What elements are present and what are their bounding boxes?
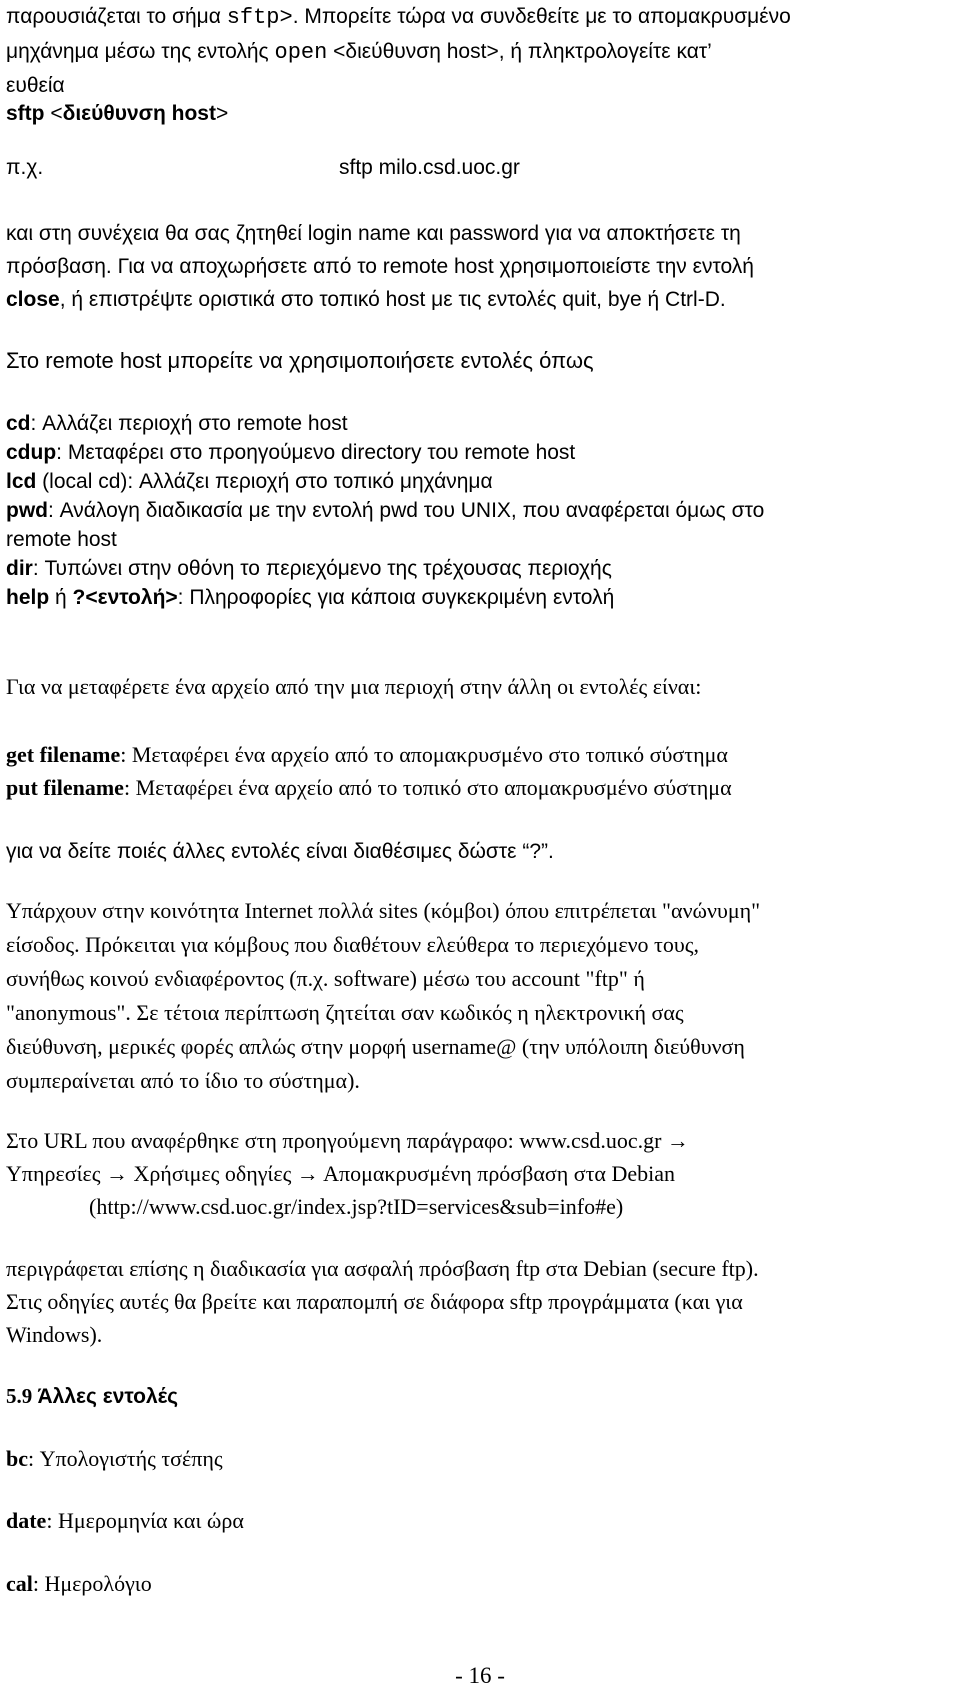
cmd-cal bbox=[6, 1573, 152, 1595]
cmd-dir bbox=[6, 558, 612, 579]
text-bold: cd bbox=[6, 412, 31, 435]
anon-line-5: διεύθυνση, μερικές φορές απλώς στην μορφή username@ (την υπόλοιπη διεύθυνση bbox=[6, 1034, 745, 1059]
text: > bbox=[215, 102, 229, 125]
text: : Ημερολόγιο bbox=[32, 1571, 152, 1596]
anon-line-4: "anonymous". Σε τέτοια περίπτωση ζητείται σαν κωδικός η ηλεκτρονική σας bbox=[6, 1000, 684, 1025]
page-number: - 16 - bbox=[455, 1663, 505, 1688]
para-sftp-line-2 bbox=[6, 41, 712, 64]
text-bold: cal bbox=[6, 1571, 33, 1596]
text: : Πληροφορίες για κάποια συγκεκριμένη εντολή bbox=[177, 586, 615, 609]
cmd-lcd bbox=[6, 471, 493, 492]
text: : Μεταφέρει ένα αρχείο από το τοπικό στο απομακρυσμένο σύστημα bbox=[123, 775, 732, 800]
text-bold: get filename bbox=[6, 742, 121, 767]
secure-line-2: Στις οδηγίες αυτές θα βρείτε και παραπομπή σε διάφορα sftp προγράμματα (και για bbox=[6, 1289, 743, 1314]
cmd-date bbox=[6, 1510, 244, 1532]
section-number: 5.9 bbox=[6, 1384, 38, 1408]
text: : Υπολογιστής τσέπης bbox=[28, 1446, 223, 1471]
url-line-2: Υπηρεσίες → Χρήσιμες οδηγίες → Απομακρυσμένη πρόσβαση στα Debian bbox=[6, 1161, 675, 1186]
example-command: sftp milo.csd.uoc.gr bbox=[339, 156, 520, 179]
text-bold: ?<εντολή> bbox=[72, 586, 178, 609]
text-bold: date bbox=[6, 1508, 47, 1533]
cmd-bc bbox=[6, 1448, 223, 1470]
text: : Τυπώνει στην οθόνη το περιεχόμενο της τρέχουσας περιοχής bbox=[32, 557, 612, 580]
anon-line-1: Υπάρχουν στην κοινότητα Internet πολλά sites (κόμβοι) όπου επιτρέπεται "ανώνυμη" bbox=[6, 898, 761, 923]
text-bold: sftp bbox=[6, 102, 45, 125]
code-sftp-prompt: sftp> bbox=[226, 5, 293, 30]
para-sftp-line-3: ευθεία bbox=[6, 74, 65, 97]
para-sftp-line-1 bbox=[6, 6, 791, 29]
remote-commands-intro: Στο remote host μπορείτε να χρησιμοποιήσετε εντολές όπως bbox=[6, 348, 594, 373]
text: : Μεταφέρει ένα αρχείο από το απομακρυσμένο στο τοπικό σύστημα bbox=[120, 742, 728, 767]
cmd-pwd bbox=[6, 500, 764, 521]
secure-line-3: Windows). bbox=[6, 1322, 103, 1347]
text-bold: close bbox=[6, 288, 60, 311]
url-link: (http://www.csd.uoc.gr/index.jsp?tID=services&sub=info#e) bbox=[89, 1194, 624, 1219]
text-bold: pwd bbox=[6, 499, 48, 522]
para-login-line-2: πρόσβαση. Για να αποχωρήσετε από το remote host χρησιμοποιείστε την εντολή bbox=[6, 255, 754, 278]
cmd-cd bbox=[6, 413, 348, 434]
text: παρουσιάζεται το σήμα bbox=[6, 5, 227, 28]
para-sftp-line-4 bbox=[6, 103, 228, 124]
text: . Μπορείτε τώρα να συνδεθείτε με το απομακρυσμένο bbox=[292, 5, 791, 28]
text: : Ημερομηνία και ώρα bbox=[46, 1508, 244, 1533]
cmd-pwd-cont: remote host bbox=[6, 528, 117, 551]
text: : Μεταφέρει στο προηγούμενο directory του remote host bbox=[56, 441, 576, 464]
para-login-line-1: και στη συνέχεια θα σας ζητηθεί login name και password για να αποκτήσετε τη bbox=[6, 222, 741, 245]
text-bold: put filename bbox=[6, 775, 124, 800]
url-line-1: Στο URL που αναφέρθηκε στη προηγούμενη παράγραφο: www.csd.uoc.gr → bbox=[6, 1128, 689, 1153]
anon-line-2: είσοδος. Πρόκειται για κόμβους που διαθέτουν ελεύθερα το περιεχόμενο τους, bbox=[6, 932, 699, 957]
anon-line-6: συμπεραίνεται από το ίδιο το σύστημα). bbox=[6, 1068, 360, 1093]
section-heading bbox=[6, 1386, 178, 1407]
cmd-get bbox=[6, 744, 728, 766]
cmd-cdup bbox=[6, 442, 575, 463]
text: μηχάνημα μέσω της εντολής bbox=[6, 40, 275, 63]
cmd-help bbox=[6, 587, 614, 608]
text-bold: lcd bbox=[6, 470, 37, 493]
text: ή bbox=[49, 586, 73, 609]
text-bold: bc bbox=[6, 1446, 28, 1471]
text: : Ανάλογη διαδικασία με την εντολή pwd του UNIX, που αναφέρεται όμως στο bbox=[48, 499, 765, 522]
section-title: Άλλες εντολές bbox=[37, 1385, 179, 1408]
secure-line-1: περιγράφεται επίσης η διαδικασία για ασφαλή πρόσβαση ftp στα Debian (secure ftp). bbox=[6, 1256, 759, 1281]
cmd-put bbox=[6, 777, 732, 799]
text-bold: help bbox=[6, 586, 50, 609]
text-bold: cdup bbox=[6, 441, 57, 464]
code-open: open bbox=[274, 40, 328, 65]
transfer-intro: Για να μεταφέρετε ένα αρχείο από την μια περιοχή στην άλλη οι εντολές είναι: bbox=[6, 674, 702, 699]
text-bold: διεύθυνση host bbox=[62, 102, 216, 125]
para-login-line-3 bbox=[6, 289, 726, 310]
anon-line-3: συνήθως κοινού ενδιαφέροντος (π.χ. software) μέσω του account "ftp" ή bbox=[6, 966, 645, 991]
text: : Αλλάζει περιοχή στο remote host bbox=[30, 412, 348, 435]
text-bold: dir bbox=[6, 557, 33, 580]
text: <διεύθυνση host>, ή πληκτρολογείτε κατ’ bbox=[327, 40, 712, 63]
example-label: π.χ. bbox=[6, 156, 44, 179]
text: < bbox=[44, 102, 63, 125]
text: (local cd): Αλλάζει περιοχή στο τοπικό μηχάνημα bbox=[36, 470, 493, 493]
text: , ή επιστρέψτε οριστικά στο τοπικό host με τις εντολές quit, bye ή Ctrl-D. bbox=[59, 288, 726, 311]
more-commands-hint: για να δείτε ποιές άλλες εντολές είναι διαθέσιμες δώστε “?”. bbox=[6, 840, 554, 863]
